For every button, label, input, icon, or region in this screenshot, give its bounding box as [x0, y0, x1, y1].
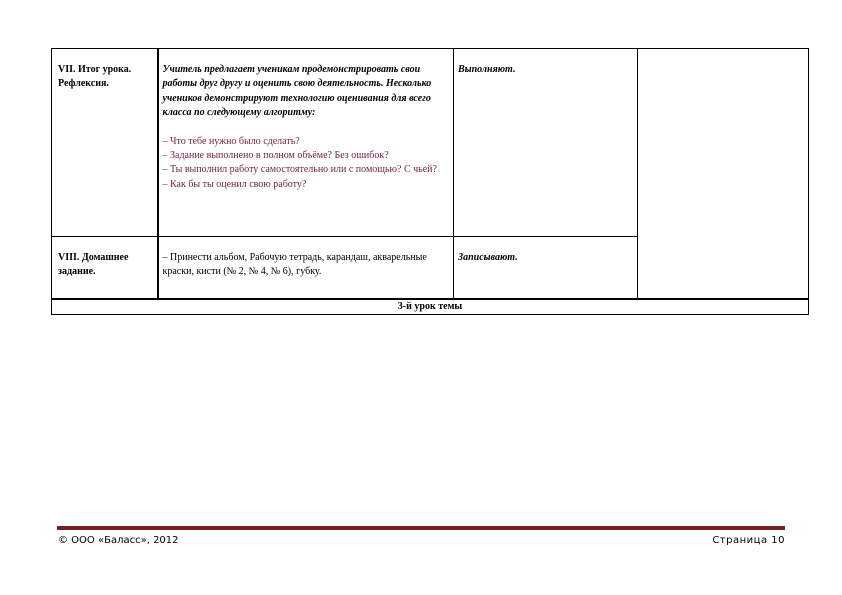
notes-cell: [638, 49, 809, 299]
teacher-activity-cell: [158, 49, 454, 237]
question-item: – Задание выполнено в полном объёме? Без ошибок?: [162, 150, 389, 162]
copyright: © ООО «Баласс», 2012: [58, 535, 179, 546]
student-activity-cell: [454, 237, 638, 299]
question-item: – Что тебе нужно было сделать?: [162, 135, 300, 147]
stage-subtitle: Рефлексия.: [58, 78, 109, 90]
stage-subtitle: задание.: [58, 266, 96, 278]
footer-rule: [57, 526, 785, 530]
teacher-activity-cell: [158, 237, 454, 299]
question-item: – Как бы ты оценил свою работу?: [162, 178, 307, 190]
student-activity-cell: [454, 49, 638, 237]
student-activity: Выполняют.: [458, 64, 516, 75]
teacher-intro: Учитель предлагает ученикам продемонстрировать свои работы друг другу и оценить свою деятельность. Несколько учеников демонстрируют технологию оценивания для всего класса по следующему алгоритму:: [162, 64, 432, 119]
stage-cell: [52, 49, 158, 237]
page-number: Страница 10: [712, 535, 785, 546]
student-activity: Записывают.: [458, 252, 518, 263]
table-row: [52, 49, 809, 237]
section-title: 3-й урок темы: [52, 299, 809, 315]
stage-cell: [52, 237, 158, 299]
teacher-activity: – Принести альбом, Рабочую тетрадь, карандаш, акварельные краски, кисти (№ 2, № 4, № 6), губку.: [162, 252, 427, 278]
stage-title: VIII. Домашнее: [58, 252, 129, 263]
stage-title: VII. Итог урока.: [58, 64, 132, 75]
lesson-plan-table: [51, 48, 809, 315]
question-item: – Ты выполнил работу самостоятельно или с помощью? С чьей?: [162, 164, 437, 176]
table-row: [52, 299, 809, 315]
